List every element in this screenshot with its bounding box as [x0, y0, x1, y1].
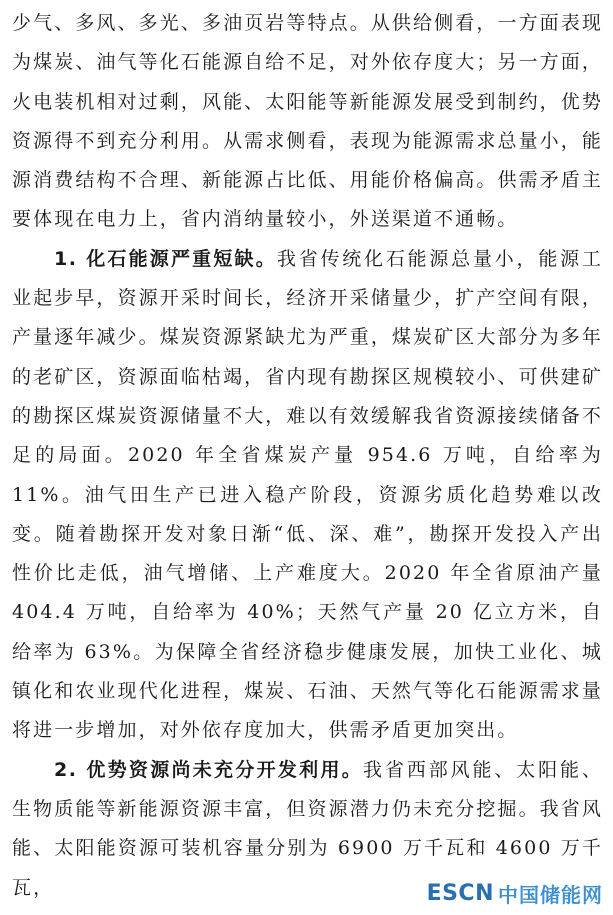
paragraph-1 [12, 4, 603, 240]
paragraph-2 [12, 240, 603, 751]
site-watermark [423, 879, 607, 907]
watermark-logo-latin: ESCN [426, 880, 494, 906]
paragraph-2-text: 我省传统化石能源总量小，能源工业起步早，资源开采时间长，经济开采储量少，扩产空间有限，产量逐年减少。煤炭资源紧缺尤为严重，煤炭矿区大部分为多年的老矿区，资源面临枯竭，省内现有勘探区规模较小、可供建矿的勘探区煤炭资源储量不大，难以有效缓解我省资源接续储备不足的局面。2020 年全省煤炭产量 954.6 万吨，自给率为 11%。油气田生产已进入稳产阶段，资源劣质化趋势难以改变。随着勘探开发对象日渐“低、深、难”，勘探开发投入产出性价比走低，油气增储、上产难度大。2020 年全省原油产量 404.4 万吨，自给率为 40%；天然气产量 20 亿立方米，自给率为 63%。为保障全省经济稳步健康发展，加快工业化、城镇化和农业现代化进程，煤炭、石油、天然气等化石能源需求量将进一步增加，对外依存度加大，供需矛盾更加突出。 [12, 247, 603, 742]
watermark-logo-cn: 中国储能网 [498, 882, 603, 907]
paragraph-1-text: 少气、多风、多光、多油页岩等特点。从供给侧看，一方面表现为煤炭、油气等化石能源自给不足，对外依存度大；另一方面，火电装机相对过剩，风能、太阳能等新能源发展受到制约，优势资源得不到充分利用。从需求侧看，表现为能源需求总量小，能源消费结构不合理、新能源占比低、用能价格偏高。供需矛盾主要体现在电力上，省内消纳量较小，外送渠道不通畅。 [12, 12, 603, 231]
paragraph-3-text: 我省西部风能、太阳能、生物质能等新能源资源丰富，但资源潜力仍未充分挖掘。我省风能、太阳能资源可装机容量分别为 6900 万千瓦和 4600 万千瓦， [12, 758, 603, 899]
section-1-heading: 1. 化石能源严重短缺。 [54, 247, 277, 270]
section-2-heading: 2. 优势资源尚未充分开发利用。 [54, 758, 364, 781]
